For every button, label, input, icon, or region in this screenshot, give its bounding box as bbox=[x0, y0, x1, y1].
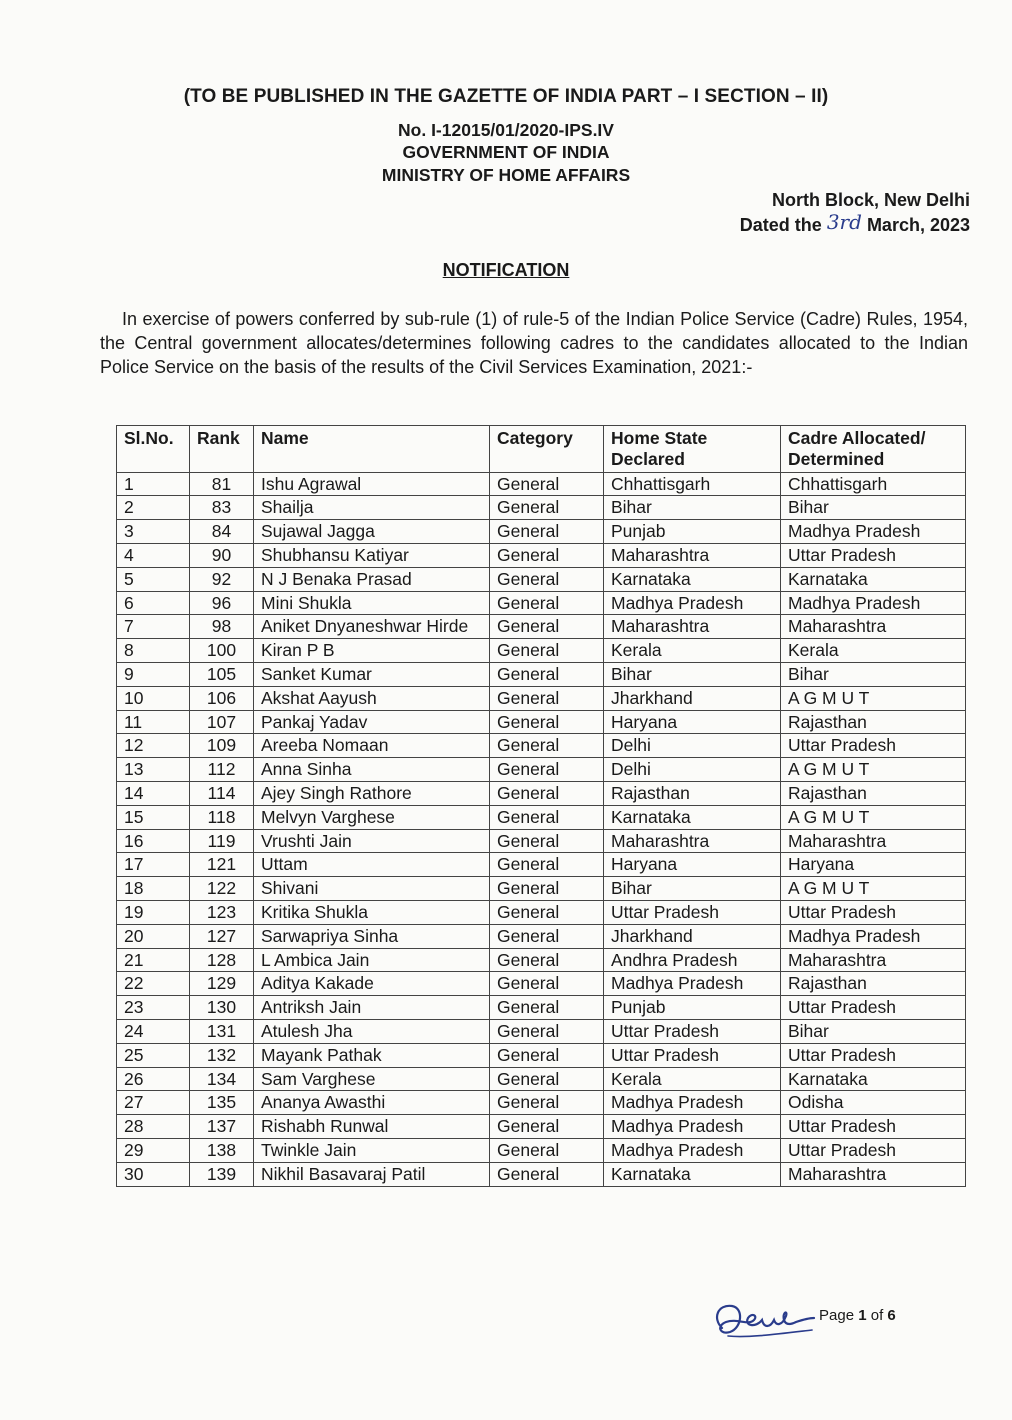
cell-category: General bbox=[490, 686, 604, 710]
table-row bbox=[117, 615, 966, 639]
cell-name: Pankaj Yadav bbox=[254, 710, 490, 734]
table-row bbox=[117, 734, 966, 758]
cell-home-state: Madhya Pradesh bbox=[604, 1138, 781, 1162]
cell-rank: 112 bbox=[190, 758, 254, 782]
cell-sl-no: 6 bbox=[117, 591, 190, 615]
cell-name: Mini Shukla bbox=[254, 591, 490, 615]
cell-home-state: Rajasthan bbox=[604, 781, 781, 805]
table-row bbox=[117, 1162, 966, 1186]
cell-sl-no: 25 bbox=[117, 1043, 190, 1067]
cell-category: General bbox=[490, 900, 604, 924]
cell-home-state: Madhya Pradesh bbox=[604, 591, 781, 615]
cell-cadre: Uttar Pradesh bbox=[781, 734, 966, 758]
header-home-state: Home State Declared bbox=[604, 426, 781, 473]
cell-cadre: Maharashtra bbox=[781, 1162, 966, 1186]
cell-name: Sarwapriya Sinha bbox=[254, 924, 490, 948]
cell-home-state: Jharkhand bbox=[604, 924, 781, 948]
header-category: Category bbox=[490, 426, 604, 473]
cell-sl-no: 27 bbox=[117, 1091, 190, 1115]
cell-rank: 107 bbox=[190, 710, 254, 734]
cell-category: General bbox=[490, 877, 604, 901]
table-row bbox=[117, 1067, 966, 1091]
cell-sl-no: 23 bbox=[117, 996, 190, 1020]
cell-rank: 138 bbox=[190, 1138, 254, 1162]
header-rank: Rank bbox=[190, 426, 254, 473]
cell-rank: 118 bbox=[190, 805, 254, 829]
cell-category: General bbox=[490, 853, 604, 877]
signature-icon bbox=[708, 1298, 818, 1344]
table-row bbox=[117, 1115, 966, 1139]
cell-rank: 100 bbox=[190, 639, 254, 663]
cell-category: General bbox=[490, 472, 604, 496]
cell-sl-no: 29 bbox=[117, 1138, 190, 1162]
cell-home-state: Maharashtra bbox=[604, 829, 781, 853]
date-prefix: Dated the bbox=[739, 215, 822, 235]
table-row bbox=[117, 758, 966, 782]
cell-category: General bbox=[490, 615, 604, 639]
cell-home-state: Uttar Pradesh bbox=[604, 900, 781, 924]
cell-home-state: Karnataka bbox=[604, 805, 781, 829]
cell-home-state: Kerala bbox=[604, 1067, 781, 1091]
cell-category: General bbox=[490, 924, 604, 948]
page-footer bbox=[708, 1304, 928, 1344]
cell-sl-no: 2 bbox=[117, 496, 190, 520]
cell-sl-no: 4 bbox=[117, 543, 190, 567]
cell-rank: 132 bbox=[190, 1043, 254, 1067]
cell-sl-no: 28 bbox=[117, 1115, 190, 1139]
cell-rank: 135 bbox=[190, 1091, 254, 1115]
cell-home-state: Delhi bbox=[604, 734, 781, 758]
cell-rank: 137 bbox=[190, 1115, 254, 1139]
cell-cadre: Bihar bbox=[781, 1019, 966, 1043]
cell-category: General bbox=[490, 639, 604, 663]
page-of: of bbox=[870, 1307, 884, 1324]
cell-category: General bbox=[490, 662, 604, 686]
cell-home-state: Karnataka bbox=[604, 567, 781, 591]
ministry-line: MINISTRY OF HOME AFFAIRS bbox=[381, 165, 631, 185]
cadre-allocation-table bbox=[116, 425, 966, 1187]
cell-category: General bbox=[490, 805, 604, 829]
cell-category: General bbox=[490, 1067, 604, 1091]
cell-home-state: Bihar bbox=[604, 877, 781, 901]
cell-rank: 127 bbox=[190, 924, 254, 948]
table-row bbox=[117, 496, 966, 520]
cell-sl-no: 21 bbox=[117, 948, 190, 972]
cell-cadre: Rajasthan bbox=[781, 972, 966, 996]
cell-sl-no: 14 bbox=[117, 781, 190, 805]
header-name: Name bbox=[254, 426, 490, 473]
cell-name: Sanket Kumar bbox=[254, 662, 490, 686]
cell-name: Shubhansu Katiyar bbox=[254, 543, 490, 567]
gazette-line: (TO BE PUBLISHED IN THE GAZETTE OF INDIA PART – I SECTION – II) bbox=[183, 86, 829, 107]
cell-home-state: Uttar Pradesh bbox=[604, 1043, 781, 1067]
cell-cadre: Uttar Pradesh bbox=[781, 543, 966, 567]
cell-home-state: Karnataka bbox=[604, 1162, 781, 1186]
table-row bbox=[117, 662, 966, 686]
cell-category: General bbox=[490, 781, 604, 805]
cell-home-state: Uttar Pradesh bbox=[604, 1019, 781, 1043]
cell-cadre: Karnataka bbox=[781, 567, 966, 591]
cell-sl-no: 7 bbox=[117, 615, 190, 639]
notification-body: In exercise of powers conferred by sub-rule (1) of rule-5 of the Indian Police Service (Cadre) Rules, 1954, the Central government allocates/determines following cadres to the candidates allocated to the Indian Police Service on the basis of the results of the Civil Services Examination, 2021:- bbox=[100, 309, 968, 377]
cell-cadre: Odisha bbox=[781, 1091, 966, 1115]
cell-name: Antriksh Jain bbox=[254, 996, 490, 1020]
cell-name: Twinkle Jain bbox=[254, 1138, 490, 1162]
cell-name: Aniket Dnyaneshwar Hirde bbox=[254, 615, 490, 639]
cell-name: Uttam bbox=[254, 853, 490, 877]
cell-rank: 109 bbox=[190, 734, 254, 758]
cell-rank: 131 bbox=[190, 1019, 254, 1043]
cell-name: Rishabh Runwal bbox=[254, 1115, 490, 1139]
cell-sl-no: 10 bbox=[117, 686, 190, 710]
table-row bbox=[117, 567, 966, 591]
table-row bbox=[117, 472, 966, 496]
cell-home-state: Maharashtra bbox=[604, 615, 781, 639]
cell-home-state: Bihar bbox=[604, 662, 781, 686]
cell-rank: 105 bbox=[190, 662, 254, 686]
handwritten-date: 3rd bbox=[826, 210, 862, 234]
cell-rank: 123 bbox=[190, 900, 254, 924]
cell-rank: 106 bbox=[190, 686, 254, 710]
table-row bbox=[117, 1043, 966, 1067]
cell-home-state: Maharashtra bbox=[604, 543, 781, 567]
cell-home-state: Kerala bbox=[604, 639, 781, 663]
cell-home-state: Madhya Pradesh bbox=[604, 972, 781, 996]
table-row bbox=[117, 520, 966, 544]
cell-cadre: A G M U T bbox=[781, 805, 966, 829]
cell-cadre: Madhya Pradesh bbox=[781, 924, 966, 948]
cell-name: Nikhil Basavaraj Patil bbox=[254, 1162, 490, 1186]
page-prefix: Page bbox=[819, 1307, 855, 1324]
cell-name: Ajey Singh Rathore bbox=[254, 781, 490, 805]
cell-cadre: Maharashtra bbox=[781, 829, 966, 853]
cell-sl-no: 18 bbox=[117, 877, 190, 901]
cell-category: General bbox=[490, 543, 604, 567]
cell-rank: 81 bbox=[190, 472, 254, 496]
cell-category: General bbox=[490, 1162, 604, 1186]
cell-home-state: Bihar bbox=[604, 496, 781, 520]
place-line: North Block, New Delhi bbox=[771, 190, 970, 210]
cell-home-state: Madhya Pradesh bbox=[604, 1091, 781, 1115]
cell-cadre: Haryana bbox=[781, 853, 966, 877]
cell-sl-no: 15 bbox=[117, 805, 190, 829]
cell-sl-no: 22 bbox=[117, 972, 190, 996]
cell-cadre: Madhya Pradesh bbox=[781, 591, 966, 615]
notification-title: NOTIFICATION bbox=[442, 260, 570, 280]
table-row bbox=[117, 1138, 966, 1162]
cell-rank: 84 bbox=[190, 520, 254, 544]
cell-rank: 121 bbox=[190, 853, 254, 877]
cell-category: General bbox=[490, 496, 604, 520]
cell-category: General bbox=[490, 1043, 604, 1067]
cell-category: General bbox=[490, 591, 604, 615]
cell-sl-no: 24 bbox=[117, 1019, 190, 1043]
cell-cadre: Maharashtra bbox=[781, 615, 966, 639]
table-row bbox=[117, 948, 966, 972]
table-row bbox=[117, 710, 966, 734]
cell-name: Ananya Awasthi bbox=[254, 1091, 490, 1115]
table-row bbox=[117, 686, 966, 710]
cell-home-state: Chhattisgarh bbox=[604, 472, 781, 496]
table-row bbox=[117, 591, 966, 615]
cell-rank: 122 bbox=[190, 877, 254, 901]
cell-sl-no: 19 bbox=[117, 900, 190, 924]
cell-name: Areeba Nomaan bbox=[254, 734, 490, 758]
cell-rank: 129 bbox=[190, 972, 254, 996]
cell-home-state: Punjab bbox=[604, 996, 781, 1020]
cell-cadre: Chhattisgarh bbox=[781, 472, 966, 496]
cell-rank: 128 bbox=[190, 948, 254, 972]
cell-category: General bbox=[490, 996, 604, 1020]
cell-name: N J Benaka Prasad bbox=[254, 567, 490, 591]
cell-cadre: Uttar Pradesh bbox=[781, 900, 966, 924]
cell-cadre: Kerala bbox=[781, 639, 966, 663]
header-sl-no: Sl.No. bbox=[117, 426, 190, 473]
cell-cadre: A G M U T bbox=[781, 877, 966, 901]
cell-name: Sujawal Jagga bbox=[254, 520, 490, 544]
cell-home-state: Madhya Pradesh bbox=[604, 1115, 781, 1139]
table-row bbox=[117, 996, 966, 1020]
cell-cadre: Rajasthan bbox=[781, 710, 966, 734]
cell-rank: 130 bbox=[190, 996, 254, 1020]
table-row bbox=[117, 972, 966, 996]
cell-category: General bbox=[490, 567, 604, 591]
cell-name: L Ambica Jain bbox=[254, 948, 490, 972]
cell-rank: 139 bbox=[190, 1162, 254, 1186]
cell-rank: 119 bbox=[190, 829, 254, 853]
date-line bbox=[740, 212, 970, 236]
table-row bbox=[117, 829, 966, 853]
cell-name: Sam Varghese bbox=[254, 1067, 490, 1091]
cell-rank: 114 bbox=[190, 781, 254, 805]
cell-sl-no: 12 bbox=[117, 734, 190, 758]
cell-home-state: Punjab bbox=[604, 520, 781, 544]
cell-home-state: Haryana bbox=[604, 853, 781, 877]
notification-heading bbox=[0, 260, 1012, 281]
cell-name: Atulesh Jha bbox=[254, 1019, 490, 1043]
cell-home-state: Andhra Pradesh bbox=[604, 948, 781, 972]
cell-home-state: Haryana bbox=[604, 710, 781, 734]
cell-category: General bbox=[490, 1019, 604, 1043]
cell-name: Vrushti Jain bbox=[254, 829, 490, 853]
cell-rank: 83 bbox=[190, 496, 254, 520]
cell-cadre: Madhya Pradesh bbox=[781, 520, 966, 544]
table-row bbox=[117, 924, 966, 948]
table-row bbox=[117, 781, 966, 805]
table-row bbox=[117, 900, 966, 924]
cell-cadre: Karnataka bbox=[781, 1067, 966, 1091]
cell-cadre: Uttar Pradesh bbox=[781, 1138, 966, 1162]
cell-cadre: Maharashtra bbox=[781, 948, 966, 972]
cell-rank: 92 bbox=[190, 567, 254, 591]
cell-category: General bbox=[490, 1115, 604, 1139]
cell-cadre: A G M U T bbox=[781, 686, 966, 710]
cell-sl-no: 26 bbox=[117, 1067, 190, 1091]
cell-name: Ishu Agrawal bbox=[254, 472, 490, 496]
table-header-row bbox=[117, 426, 966, 473]
cell-sl-no: 16 bbox=[117, 829, 190, 853]
table-row bbox=[117, 1019, 966, 1043]
page-current: 1 bbox=[858, 1307, 867, 1324]
cell-home-state: Delhi bbox=[604, 758, 781, 782]
table-row bbox=[117, 877, 966, 901]
cell-cadre: Bihar bbox=[781, 496, 966, 520]
cell-category: General bbox=[490, 710, 604, 734]
table-row bbox=[117, 1091, 966, 1115]
cell-sl-no: 17 bbox=[117, 853, 190, 877]
cell-cadre: Bihar bbox=[781, 662, 966, 686]
cell-category: General bbox=[490, 829, 604, 853]
cell-sl-no: 30 bbox=[117, 1162, 190, 1186]
cell-category: General bbox=[490, 734, 604, 758]
cell-home-state: Jharkhand bbox=[604, 686, 781, 710]
table-row bbox=[117, 853, 966, 877]
cell-cadre: Uttar Pradesh bbox=[781, 1115, 966, 1139]
cell-rank: 90 bbox=[190, 543, 254, 567]
cell-name: Shailja bbox=[254, 496, 490, 520]
cell-name: Akshat Aayush bbox=[254, 686, 490, 710]
file-number: No. I-12015/01/2020-IPS.IV bbox=[398, 120, 614, 140]
cell-name: Anna Sinha bbox=[254, 758, 490, 782]
cell-sl-no: 11 bbox=[117, 710, 190, 734]
cell-name: Kritika Shukla bbox=[254, 900, 490, 924]
cell-category: General bbox=[490, 520, 604, 544]
cell-category: General bbox=[490, 1091, 604, 1115]
cell-name: Aditya Kakade bbox=[254, 972, 490, 996]
cell-sl-no: 13 bbox=[117, 758, 190, 782]
cell-category: General bbox=[490, 972, 604, 996]
table-row bbox=[117, 805, 966, 829]
date-suffix: March, 2023 bbox=[866, 215, 970, 235]
header-cadre: Cadre Allocated/ Determined bbox=[781, 426, 966, 473]
cell-sl-no: 5 bbox=[117, 567, 190, 591]
table-body bbox=[117, 472, 966, 1186]
cell-category: General bbox=[490, 1138, 604, 1162]
table-row bbox=[117, 543, 966, 567]
cell-cadre: Uttar Pradesh bbox=[781, 996, 966, 1020]
cell-cadre: A G M U T bbox=[781, 758, 966, 782]
table-row bbox=[117, 639, 966, 663]
cell-category: General bbox=[490, 948, 604, 972]
cell-cadre: Rajasthan bbox=[781, 781, 966, 805]
page-total: 6 bbox=[887, 1307, 896, 1324]
cell-sl-no: 3 bbox=[117, 520, 190, 544]
government-line: GOVERNMENT OF INDIA bbox=[402, 142, 610, 162]
cell-name: Shivani bbox=[254, 877, 490, 901]
cell-category: General bbox=[490, 758, 604, 782]
cell-sl-no: 8 bbox=[117, 639, 190, 663]
cell-cadre: Uttar Pradesh bbox=[781, 1043, 966, 1067]
cell-sl-no: 20 bbox=[117, 924, 190, 948]
cell-rank: 98 bbox=[190, 615, 254, 639]
cell-rank: 134 bbox=[190, 1067, 254, 1091]
page-number bbox=[819, 1307, 896, 1324]
cell-sl-no: 9 bbox=[117, 662, 190, 686]
cell-name: Mayank Pathak bbox=[254, 1043, 490, 1067]
cell-rank: 96 bbox=[190, 591, 254, 615]
cell-sl-no: 1 bbox=[117, 472, 190, 496]
cell-name: Kiran P B bbox=[254, 639, 490, 663]
cell-name: Melvyn Varghese bbox=[254, 805, 490, 829]
